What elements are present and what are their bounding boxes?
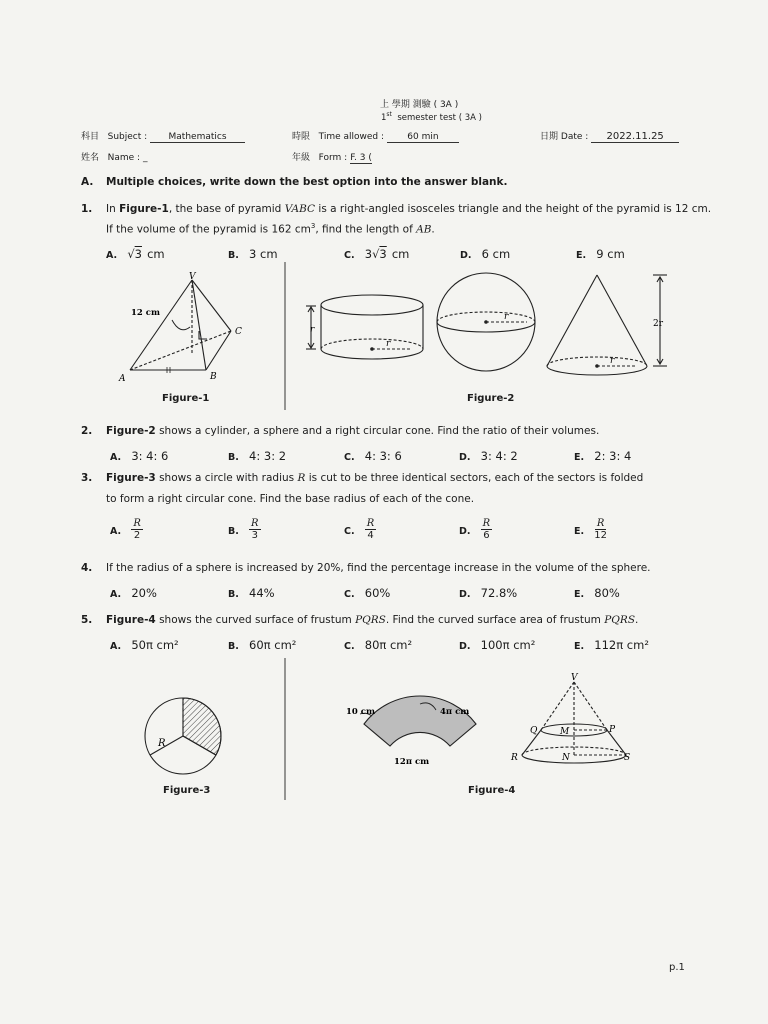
option-value: 3 [379,247,387,261]
option-letter: C. [344,589,355,600]
option-letter: A. [106,250,118,261]
date-field[interactable]: 2022.11.25 [591,131,679,143]
option-value: 3: 4: 2 [480,449,518,463]
page-number: p.1 [669,962,685,973]
fraction-denominator: 4 [367,530,374,541]
subject-field[interactable]: Mathematics [150,132,245,143]
option-letter: B. [228,589,239,600]
q3-text-a: shows a circle with radius [155,472,298,484]
option-unit: cm [391,247,410,261]
section-title: Multiple choices, write down the best option into the answer blank. [106,176,508,188]
fraction-denominator: 12 [594,530,608,541]
q1-number: 1. [81,203,93,215]
q1-text-a: In [106,203,120,215]
option-letter: E. [576,250,587,261]
fig4-label-m: M [560,727,570,737]
sqrt-symbol: √ [127,247,135,261]
form-field[interactable]: F. 3 ( [350,153,372,163]
option-letter: D. [459,641,471,652]
subject-label-cn: 科目 [81,132,100,142]
fig2-cone-height: 2r [653,319,664,329]
q1-text-d: If the volume of the pyramid is 162 cm [106,223,311,236]
q5-text-c: . [635,614,639,626]
fig1-height-label: 12 cm [131,308,160,318]
fig2-cone-radius: r [610,356,615,366]
figure-2-caption: Figure-2 [467,393,515,404]
time-field[interactable]: 60 min [387,132,459,143]
fig4-outer-arc-label: 12π cm [394,757,430,767]
option-letter: D. [459,452,471,463]
frustum-net-figure [360,696,476,746]
test-title-chinese: 上 學期 測驗 ( 3A ) [380,100,459,110]
fig4-label-n: N [562,753,570,763]
q1-segment-name: AB [416,223,432,236]
option-value: 50π cm² [131,638,179,652]
fraction-denominator: 3 [251,530,258,541]
fig1-label-v: V [189,272,196,282]
q5-figure-ref: Figure-4 [106,614,156,626]
q5-frustum-name-2: PQRS [604,614,636,626]
option-letter: B. [228,641,239,652]
option-letter: C. [344,641,355,652]
fig4-label-p: P [609,725,616,735]
option-value: 3: 4: 6 [131,449,169,463]
section-letter: A. [81,176,94,188]
q1-text-f: . [431,223,435,236]
figure-4-caption: Figure-4 [468,785,516,796]
option-value: 60% [364,586,391,600]
fig1-label-b: B [210,372,217,382]
option-letter: E. [574,526,585,537]
q1-figure-ref: Figure-1 [119,203,169,215]
q2-number: 2. [81,425,93,437]
fig4-slant-label: 10 cm [346,707,375,717]
q4-text: If the radius of a sphere is increased by 20%, find the percentage increase in the volume of the sphere. [106,562,651,574]
fraction-numerator: R [366,518,375,529]
date-label-cn: 日期 [540,132,559,142]
q3-radius-var: R [297,472,306,484]
q5-frustum-name: PQRS [355,614,386,626]
circle-sectors-figure [145,698,221,774]
name-label: Name : [107,153,141,163]
q1-text-b: , the base of pyramid [168,203,285,215]
option-letter: B. [228,452,239,463]
fig4-inner-arc-label: 4π cm [440,707,470,717]
option-letter: B. [228,250,239,261]
option-letter: A. [110,526,122,537]
date-label: Date : [560,132,589,142]
fig4-label-s: S [624,753,631,763]
name-label-cn: 姓名 [81,153,100,163]
option-letter: E. [574,641,585,652]
figure-1-caption: Figure-1 [162,393,210,404]
option-value: 4: 3: 2 [249,449,287,463]
option-value: 3 cm [249,247,278,261]
q5-number: 5. [81,614,93,626]
fig4-label-q: Q [530,726,538,736]
option-value: 80% [594,586,620,600]
q3-number: 3. [81,472,93,484]
option-value: 44% [249,586,275,600]
sqrt-symbol: 3√ [364,247,380,261]
name-field[interactable]: _ [142,153,148,163]
option-letter: B. [228,526,239,537]
q1-text-c: is a right-angled isosceles triangle and the height of the pyramid is 12 cm. [315,203,712,215]
q4-number: 4. [81,562,93,574]
fig3-radius-label: R [158,738,166,749]
form-label: Form : [318,153,348,163]
option-value: 2: 3: 4 [594,449,632,463]
fig4-label-r: R [511,753,518,763]
option-letter: D. [459,526,471,537]
option-value: 4: 3: 6 [364,449,402,463]
option-value: 80π cm² [364,638,413,652]
option-value: 100π cm² [480,638,536,652]
fraction-numerator: R [482,518,491,529]
frustum-figure [522,682,626,763]
option-letter: C. [344,526,355,537]
q3-text-b: is cut to be three identical sectors, each of the sectors is folded [305,472,644,484]
title-ordinal: 1 [381,112,387,123]
option-value: 60π cm² [249,638,297,652]
q2-text-body: shows a cylinder, a sphere and a right circular cone. Find the ratio of their volumes. [155,425,600,437]
fig1-label-c: C [235,327,242,337]
option-letter: A. [110,589,122,600]
fraction-denominator: 6 [483,530,490,541]
option-letter: E. [574,589,585,600]
option-letter: C. [344,250,355,261]
option-letter: D. [460,250,472,261]
form-label-cn: 年級 [292,153,311,163]
fraction-numerator: R [596,518,605,529]
fig2-cylinder-height: r [310,325,315,335]
title-ordinal-suffix: st [386,111,392,118]
figure-3-caption: Figure-3 [163,785,211,796]
q3-text-line2: to form a right circular cone. Find the base radius of each of the cone. [106,493,475,505]
time-label: Time allowed : [318,132,385,142]
q5-text-b: . Find the curved surface area of frustum [385,614,605,626]
fig2-sphere-radius: r [504,312,509,322]
option-letter: C. [344,452,355,463]
option-letter: D. [459,589,471,600]
fig4-label-v: V [571,673,578,683]
q5-text-a: shows the curved surface of frustum [155,614,356,626]
option-letter: A. [110,641,122,652]
fraction-denominator: 2 [133,530,141,541]
title-semester: semester test ( 3A ) [397,112,482,123]
fig2-cylinder-radius: r [386,339,391,349]
q1-text-e: , find the length of [315,223,417,236]
subject-label: Subject : [107,132,148,142]
option-value: 20% [131,586,157,600]
q2-figure-ref: Figure-2 [106,425,156,437]
fraction-numerator: R [251,518,259,529]
q1-cube-sup: 3 [310,222,316,230]
option-value: 3 [134,247,142,261]
option-letter: A. [110,452,122,463]
q1-pyramid-name: VABC [284,203,316,215]
option-value: 9 cm [596,247,625,261]
fraction-numerator: R [133,518,141,529]
option-value: 112π cm² [594,638,649,652]
q3-figure-ref: Figure-3 [106,472,156,484]
option-unit: cm [147,247,165,261]
option-value: 72.8% [480,586,518,600]
option-letter: E. [574,452,585,463]
time-label-cn: 時限 [292,132,311,142]
option-value: 6 cm [481,247,511,261]
fig1-label-a: A [119,374,126,384]
